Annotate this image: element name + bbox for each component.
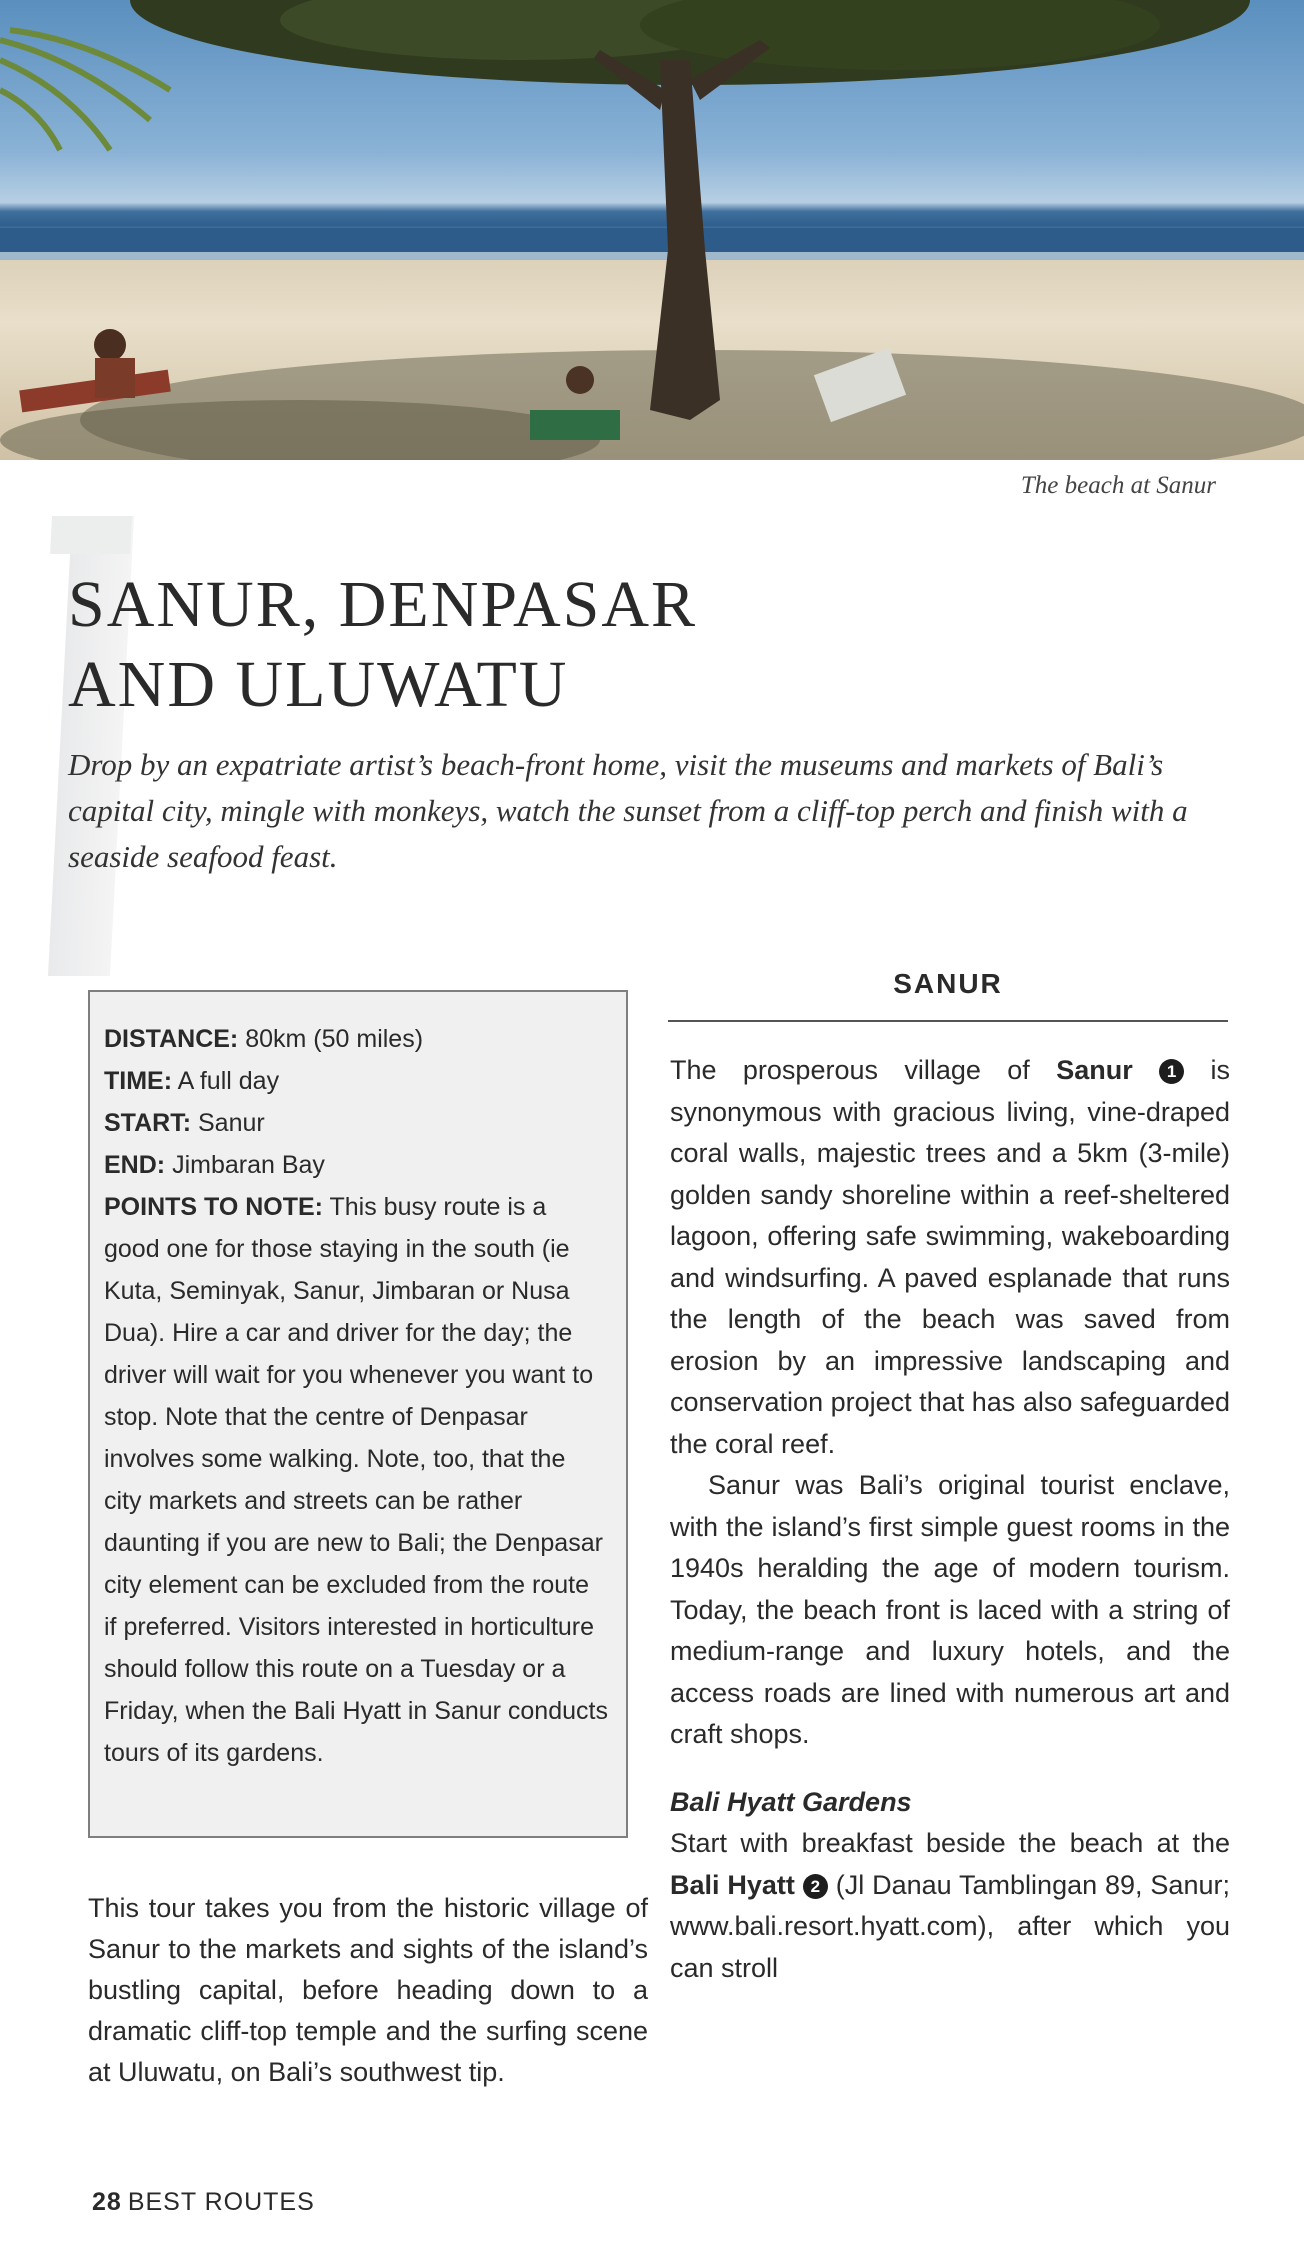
end-value: Jimbaran Bay (172, 1151, 325, 1179)
beach-photo-illustration (0, 0, 1304, 460)
lounger-center (530, 410, 620, 440)
points-value: This busy route is a good one for those staying in the south (ie Kuta, Seminyak, Sanur, Jimbaran or Nusa Dua). Hire a car and driver for the day; the driver will wait for you whenever you want to stop. Note that the centre of Denpasar involves some walking. Note, too, that the city markets and streets can be rather daunting if you are new to Bali; the Denpasar city element can be excluded from the route if preferred. Visitors interested in horticulture should follow this route on a Tuesday or a Friday, when the Bali Hyatt in Sanur conducts tours of its gardens. (104, 1193, 608, 1767)
time-value: A full day (177, 1067, 280, 1095)
page-title-line1: SANUR, DENPASAR (68, 568, 698, 641)
start-row (104, 1102, 608, 1144)
points-row (104, 1186, 608, 1774)
end-label: END: (104, 1151, 166, 1179)
page-title-line2: AND ULUWATU (68, 648, 569, 721)
end-row (104, 1144, 608, 1186)
time-label: TIME: (104, 1067, 173, 1095)
distance-label: DISTANCE: (104, 1025, 239, 1053)
distance-value: 80km (50 miles) (245, 1025, 424, 1053)
sanur-article (670, 1050, 1230, 1989)
photo-caption: The beach at Sanur (1020, 472, 1216, 499)
p1-text-start: The prosperous village of (670, 1055, 1057, 1085)
time-row (104, 1060, 608, 1102)
surf-line (0, 252, 1304, 260)
page-footer (92, 2188, 315, 2217)
tour-intro: This tour takes you from the historic village of Sanur to the markets and sights of the island’s bustling capital, before heading down to a dramatic cliff-top temple and the surfing scene at Uluwatu, on Bali’s southwest tip. (88, 1893, 648, 2087)
map-marker-2: 2 (803, 1874, 828, 1899)
beach-photo (0, 0, 1304, 460)
map-marker-1: 1 (1159, 1059, 1184, 1084)
subheading-bali-hyatt-gardens: Bali Hyatt Gardens (670, 1786, 912, 1817)
standfirst: Drop by an expatriate artist’s beach-front home, visit the museums and markets of Bali’s capital city, mingle with monkeys, watch the sunset from a cliff-top perch and finish with a seaside seafood feast. (68, 747, 1188, 874)
sanur-bold-name: Sanur (1056, 1055, 1133, 1085)
section-divider (668, 1020, 1228, 1022)
sanur-paragraph-2: Sanur was Bali’s original tourist enclave, with the island’s first simple guest rooms in the 1940s heralding the age of modern tourism. Today, the beach front is laced with a string of medium-range and luxury hotels, and the access roads are lined with numerous art and craft shops. (670, 1470, 1230, 1749)
section-heading: SANUR (893, 968, 1003, 999)
p1-text-end: is synonymous with gracious living, vine-draped coral walls, majestic trees and a 5km (3-mile) golden sandy shoreline within a reef-sheltered lagoon, offering safe swimming, wakeboarding and windsurfing. A paved esplanade that runs the length of the beach was saved from erosion by an impressive landscaping and conservation project that has also safeguarded the coral reef. (670, 1055, 1231, 1459)
person-left (94, 329, 126, 361)
p3-text-start: Start with breakfast beside the beach at the (670, 1828, 1230, 1858)
distance-row (104, 1018, 608, 1060)
footer-section-name: BEST ROUTES (127, 2188, 315, 2216)
hyatt-paragraph (670, 1823, 1230, 1989)
page-title (68, 565, 697, 725)
points-label: POINTS TO NOTE: (104, 1193, 323, 1221)
start-label: START: (104, 1109, 192, 1137)
page-number: 28 (92, 2188, 122, 2216)
sea-band (0, 228, 1304, 254)
palm-fronds (0, 30, 170, 150)
route-info-box (88, 990, 628, 1838)
bali-hyatt-bold-name: Bali Hyatt (670, 1869, 795, 1900)
start-value: Sanur (197, 1109, 265, 1137)
person-center (566, 366, 594, 394)
sanur-paragraph-1 (670, 1050, 1230, 1465)
p3-text-end: (Jl Danau Tamblingan 89, Sanur; www.bali.resort.hyatt.com), after which you can stroll (670, 1869, 1230, 1983)
